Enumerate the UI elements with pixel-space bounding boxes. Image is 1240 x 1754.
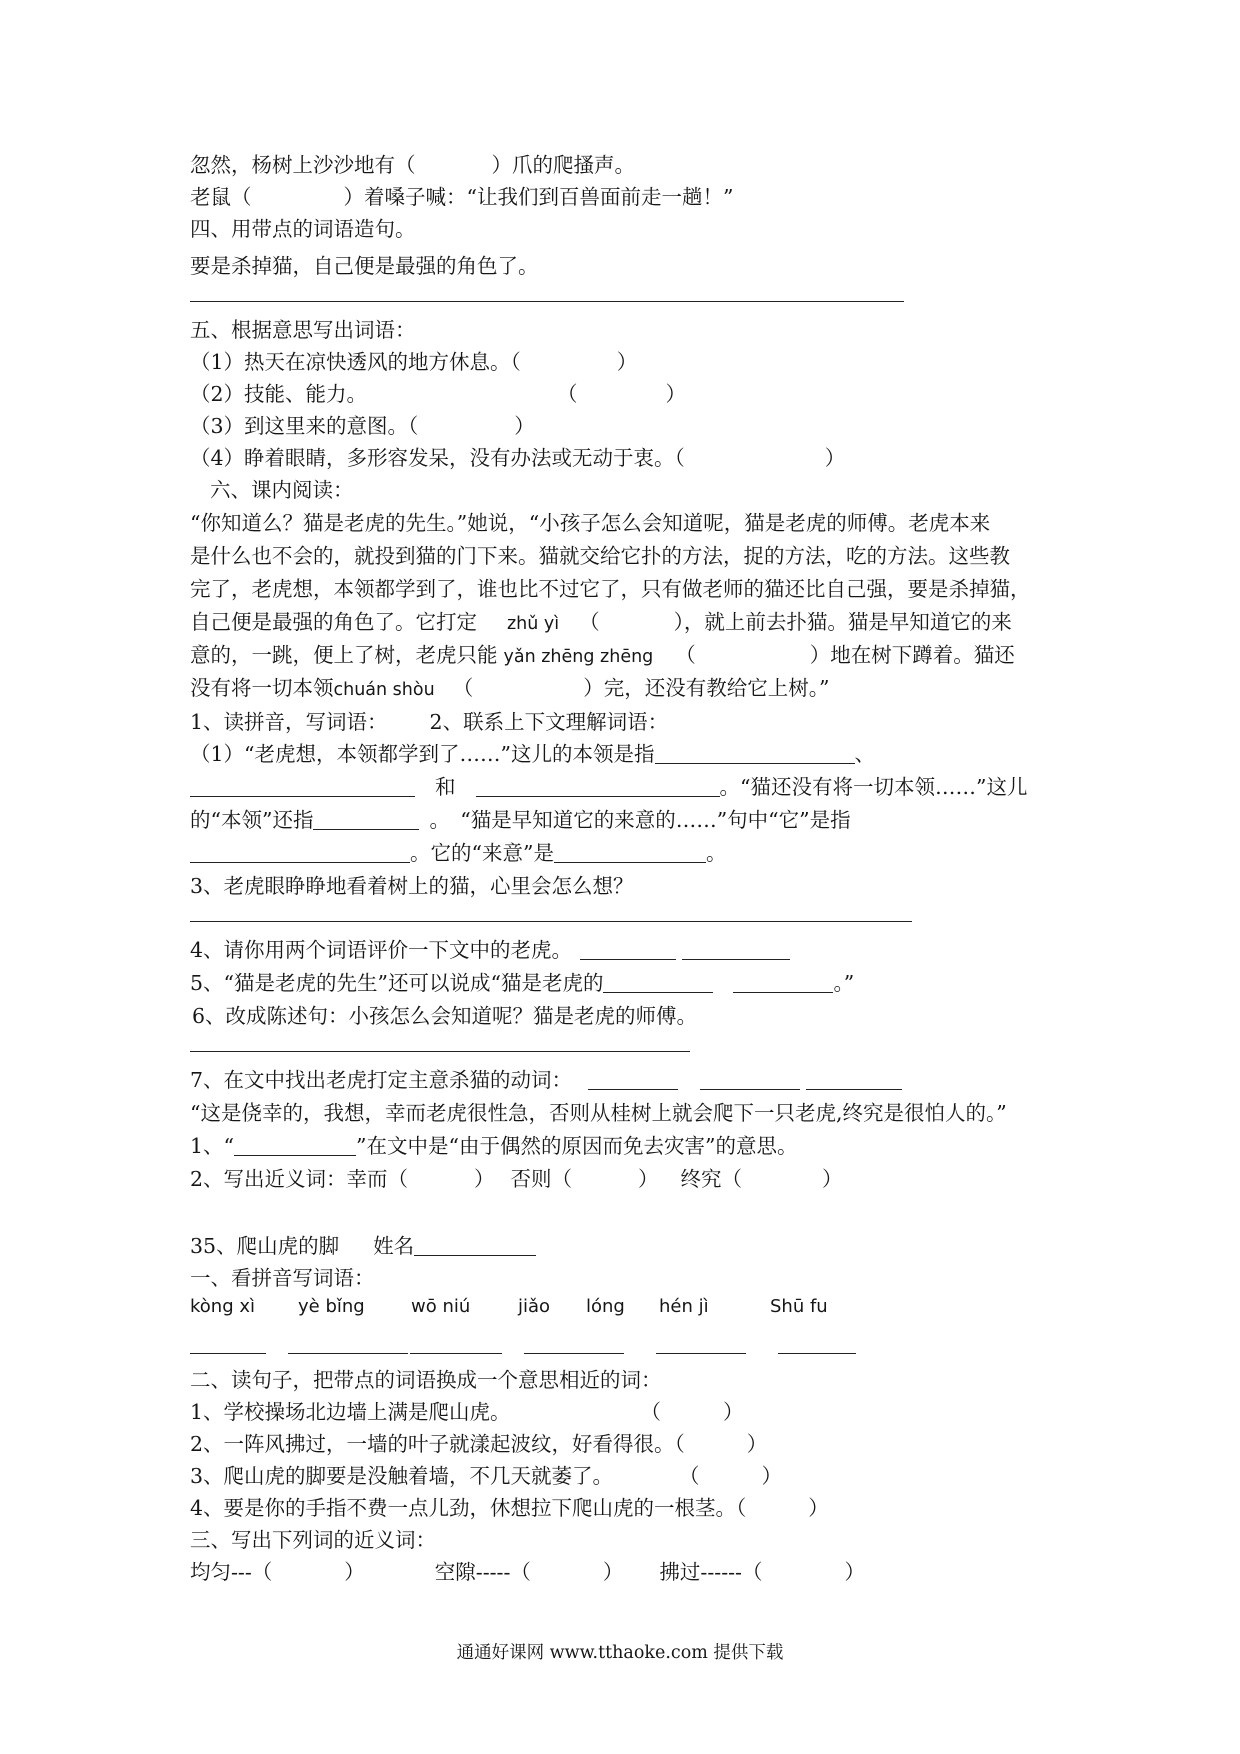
lesson-35-section-2-heading: 二、读句子，把带点的词语换成一个意思相近的词： — [190, 1368, 662, 1392]
answer-line — [656, 1353, 746, 1354]
fill-sentence-1: 忽然，杨树上沙沙地有（ ）爪的爬搔声。 — [190, 153, 635, 177]
answer-line — [288, 1353, 408, 1354]
reading-question-3: 3、老虎眼睁睁地看着树上的猫，心里会怎么想？ — [190, 874, 634, 898]
fill-sentence-2: 老鼠（ ）着嗓子喊：“让我们到百兽面前走一趟！” — [190, 185, 734, 209]
section-5-heading: 五、根据意思写出词语： — [190, 318, 416, 342]
quote-question-1: 1、“ ”在文中是“由于偶然的原因而免去灾害”的意思。 — [190, 1134, 798, 1158]
reading-question-5: 5、“猫是老虎的先生”还可以说成“猫是老虎的 。” — [190, 971, 855, 995]
answer-line — [524, 1353, 624, 1354]
pinyin-word-2: yè bǐng — [298, 1296, 365, 1317]
pinyin-word-5: lóng — [586, 1296, 625, 1317]
lesson-35-question-4: 4、要是你的手指不费一点儿劲，休想拉下爬山虎的一根茎。（ ） — [190, 1496, 829, 1520]
pinyin-word-3: wō niú — [411, 1296, 471, 1317]
section-5-question-3: （3）到这里来的意图。（ ） — [190, 414, 535, 438]
passage-line-2: 是什么也不会的，就投到猫的门下来。猫就交给它扑的方法，捉的方法，吃的方法。这些教 — [190, 544, 1010, 568]
section-4-heading: 四、用带点的词语造句。 — [190, 217, 416, 241]
answer-line — [190, 921, 912, 922]
answer-line — [190, 1051, 690, 1052]
section-5-question-4: （4）睁着眼睛，多形容发呆，没有办法或无动于衷。（ ） — [190, 446, 846, 470]
pinyin-word-1: kòng xì — [190, 1296, 256, 1317]
reading-question-2-2: 和 。“猫还没有将一切本领……”这儿 — [190, 773, 1027, 801]
answer-line — [410, 1353, 502, 1354]
passage-line-3: 完了，老虎想，本领都学到了，谁也比不过它了，只有做老师的猫还比自己强，要是杀掉猫， — [190, 577, 1031, 601]
section-5-question-2: （2）技能、能力。 （ ） — [190, 382, 687, 406]
lesson-35-synonyms: 均匀---（ ） 空隙-----（ ） 拂过------（ ） — [190, 1560, 865, 1584]
passage-line-5: 意的，一跳，便上了树，老虎只能 yǎn zhēng zhēng （ ）地在树下蹲着。猫还 — [190, 643, 1015, 667]
passage-line-1: “你知道么？猫是老虎的先生。”她说，“小孩子怎么会知道呢，猫是老虎的师傅。老虎本来 — [190, 511, 991, 535]
reading-question-2-4: 。它的“来意”是 。 — [190, 839, 726, 867]
pinyin-word-6: hén jì — [659, 1296, 709, 1317]
pinyin-word-7: Shū fu — [770, 1296, 828, 1317]
lesson-35-question-1: 1、学校操场北边墙上满是爬山虎。 （ ） — [190, 1400, 744, 1424]
passage-line-4: 自己便是最强的角色了。它打定 zhǔ yì （ ），就上前去扑猫。猫是早知道它的来 — [190, 610, 1012, 634]
reading-question-7: 7、在文中找出老虎打定主意杀猫的动词： — [190, 1066, 902, 1094]
lesson-35-question-3: 3、爬山虎的脚要是没触着墙，不几天就萎了。 （ ） — [190, 1464, 783, 1488]
answer-line — [778, 1353, 856, 1354]
lesson-35-title: 35、爬山虎的脚 姓名 — [190, 1232, 536, 1260]
reading-question-labels: 1、读拼音，写词语： 2、联系上下文理解词语： — [190, 710, 669, 734]
reading-question-4: 4、请你用两个词语评价一下文中的老虎。 — [190, 936, 790, 964]
passage-line-6: 没有将一切本领chuán shòu （ ）完，还没有教给它上树。” — [190, 676, 830, 700]
reading-question-2-3: 的“本领”还指 。 “猫是早知道它的来意的……”句中“它”是指 — [190, 808, 851, 832]
quote-question-2: 2、写出近义词：幸而（ ） 否则（ ） 终究（ ） — [190, 1167, 843, 1191]
lesson-35-question-2: 2、一阵风拂过，一墙的叶子就漾起波纹，好看得很。（ ） — [190, 1432, 768, 1456]
reading-question-6: 6、改成陈述句：小孩怎么会知道呢？猫是老虎的师傅。 — [192, 1004, 698, 1028]
pinyin-word-4: jiǎo — [518, 1296, 551, 1317]
lesson-35-section-3-heading: 三、写出下列词的近义词： — [190, 1528, 436, 1552]
section-5-question-1: （1）热天在凉快透风的地方休息。（ ） — [190, 350, 638, 374]
section-6-heading: 六、课内阅读： — [210, 478, 354, 502]
reading-question-2-1: （1）“老虎想，本领都学到了……”这儿的本领是指 、 — [190, 742, 876, 766]
second-quote: “这是侥幸的，我想，幸而老虎很性急，否则从桂树上就会爬下一只老虎,终究是很怕人的。” — [190, 1101, 1007, 1125]
footer-credit: 通通好课网 www.tthaoke.com 提供下载 — [456, 1643, 784, 1663]
section-4-sentence: 要是杀掉猫，自己便是最强的角色了。 — [190, 254, 539, 278]
answer-line — [190, 301, 904, 302]
lesson-35-section-1-heading: 一、看拼音写词语： — [190, 1266, 375, 1290]
answer-line — [190, 1353, 266, 1354]
